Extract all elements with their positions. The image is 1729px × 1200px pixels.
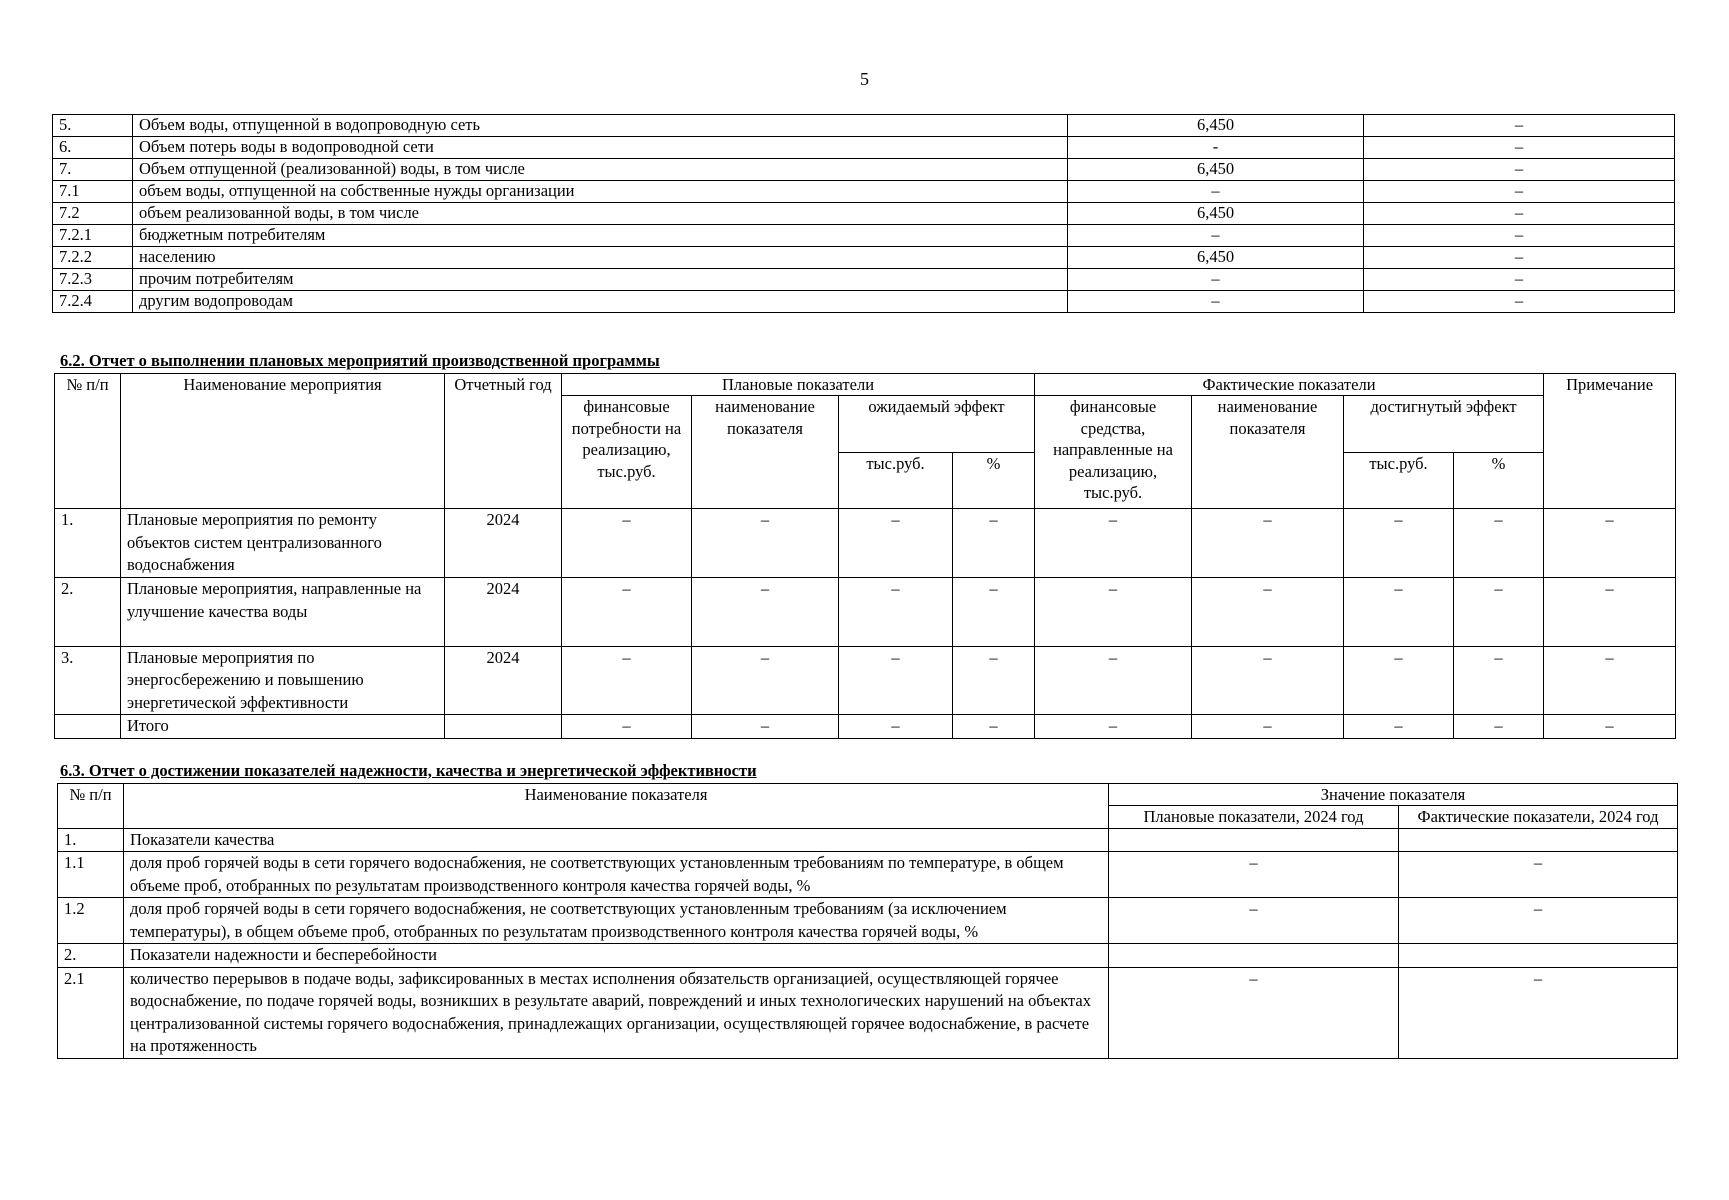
row-value-planned: – — [1109, 852, 1399, 898]
row-value-planned: – — [1068, 225, 1364, 247]
row-indicator-name: Показатели надежности и бесперебойности — [124, 944, 1109, 968]
row-name: Объем потерь воды в водопроводной сети — [133, 137, 1068, 159]
row-indicator-name: количество перерывов в подаче воды, зафиксированных в местах исполнения обязательств организацией, осуществляющей горячее водоснабжение, по подаче горячей воды, возникших в результате аварий, повреждений и иных технологических нарушений на объектах централизованной системы горячего водоснабжения, принадлежащих организации, осуществляющей горячее водоснабжение, в расчете на протяженность — [124, 967, 1109, 1058]
row-value: – — [1035, 509, 1192, 578]
header-num: № п/п — [58, 784, 124, 829]
row-value: – — [1544, 509, 1676, 578]
row-year: 2024 — [445, 509, 562, 578]
total-row — [55, 715, 1676, 739]
table-row — [58, 967, 1678, 1058]
row-value: – — [953, 578, 1035, 647]
table-row — [53, 181, 1675, 203]
row-value: – — [1035, 646, 1192, 715]
row-number: 2.1 — [58, 967, 124, 1058]
row-value-actual: – — [1399, 898, 1678, 944]
row-value: – — [953, 646, 1035, 715]
table-row — [53, 225, 1675, 247]
table-row — [53, 269, 1675, 291]
section-6-3-title: 6.3. Отчет о достижении показателей надежности, качества и энергетической эффективности — [60, 761, 757, 780]
header-thousand-rub-fact: тыс.руб. — [1344, 452, 1454, 509]
row-number: 7.2.3 — [53, 269, 133, 291]
row-value-planned: – — [1109, 898, 1399, 944]
header-fin-funds: финансовые средства, направленные на реализацию, тыс.руб. — [1035, 396, 1192, 509]
row-value: – — [562, 509, 692, 578]
header-indicator-value: Значение показателя — [1109, 784, 1678, 806]
row-value-planned: 6,450 — [1068, 203, 1364, 225]
table-row — [58, 944, 1678, 968]
row-value: – — [692, 578, 839, 647]
table-row — [53, 247, 1675, 269]
table-row — [53, 137, 1675, 159]
planned-activities-table — [54, 373, 1676, 739]
row-value: – — [1344, 578, 1454, 647]
row-name: объем воды, отпущенной на собственные нужды организации — [133, 181, 1068, 203]
row-year: 2024 — [445, 578, 562, 647]
section-6-2-title: 6.2. Отчет о выполнении плановых мероприятий производственной программы — [60, 351, 660, 370]
row-value-planned — [1109, 828, 1399, 852]
row-value-planned: – — [1068, 181, 1364, 203]
header-planned: Плановые показатели, 2024 год — [1109, 806, 1399, 828]
row-name: прочим потребителям — [133, 269, 1068, 291]
table-row — [53, 115, 1675, 137]
total-label: Итого — [121, 715, 445, 739]
row-value: – — [1344, 509, 1454, 578]
table-row — [58, 852, 1678, 898]
header-indicator-name-plan: наименование показателя — [692, 396, 839, 509]
header-indicator-name-fact: наименование показателя — [1192, 396, 1344, 509]
row-number: 7.2.1 — [53, 225, 133, 247]
table-row — [55, 509, 1676, 578]
header-actual: Фактические показатели, 2024 год — [1399, 806, 1678, 828]
row-value: – — [953, 509, 1035, 578]
row-value: – — [1035, 578, 1192, 647]
row-number: 1. — [58, 828, 124, 852]
empty-cell — [445, 715, 562, 739]
row-value: – — [839, 646, 953, 715]
total-value: – — [1454, 715, 1544, 739]
header-indicator-name: Наименование показателя — [124, 784, 1109, 829]
row-name: другим водопроводам — [133, 291, 1068, 313]
row-name: бюджетным потребителям — [133, 225, 1068, 247]
row-activity-name: Плановые мероприятия, направленные на улучшение качества воды — [121, 578, 445, 647]
row-number: 2. — [58, 944, 124, 968]
row-number: 7.2.2 — [53, 247, 133, 269]
header-percent-plan: % — [953, 452, 1035, 509]
row-value-planned: 6,450 — [1068, 159, 1364, 181]
row-value-planned: 6,450 — [1068, 247, 1364, 269]
header-expected-effect: ожидаемый эффект — [839, 396, 1035, 453]
header-actual: Фактические показатели — [1035, 374, 1544, 396]
row-number: 1. — [55, 509, 121, 578]
row-indicator-name: доля проб горячей воды в сети горячего водоснабжения, не соответствующих установленным требованиям (за исключением температуры), в общем объеме проб, отобранных по результатам производственного контроля качества горячей воды, % — [124, 898, 1109, 944]
row-value-actual: – — [1364, 159, 1675, 181]
header-percent-fact: % — [1454, 452, 1544, 509]
row-value: – — [1454, 646, 1544, 715]
row-value-actual — [1399, 828, 1678, 852]
table-row — [53, 159, 1675, 181]
header-achieved-effect: достигнутый эффект — [1344, 396, 1544, 453]
row-number: 5. — [53, 115, 133, 137]
row-number: 1.2 — [58, 898, 124, 944]
table-row — [53, 203, 1675, 225]
row-value: – — [692, 509, 839, 578]
row-value: – — [562, 578, 692, 647]
total-value: – — [839, 715, 953, 739]
row-value-actual: – — [1364, 181, 1675, 203]
total-value: – — [1544, 715, 1676, 739]
row-value: – — [839, 509, 953, 578]
header-fin-needs: финансовые потребности на реализацию, тыс.руб. — [562, 396, 692, 509]
header-thousand-rub-plan: тыс.руб. — [839, 452, 953, 509]
table-row — [58, 898, 1678, 944]
row-value-actual: – — [1364, 269, 1675, 291]
row-value: – — [839, 578, 953, 647]
total-value: – — [953, 715, 1035, 739]
row-value: – — [562, 646, 692, 715]
header-planned: Плановые показатели — [562, 374, 1035, 396]
row-value-actual: – — [1364, 247, 1675, 269]
row-name: населению — [133, 247, 1068, 269]
row-value-actual: – — [1364, 137, 1675, 159]
row-value: – — [1454, 509, 1544, 578]
row-value-planned: - — [1068, 137, 1364, 159]
row-number: 7. — [53, 159, 133, 181]
row-value-planned: – — [1068, 291, 1364, 313]
row-value-planned — [1109, 944, 1399, 968]
total-value: – — [1192, 715, 1344, 739]
row-number: 7.2.4 — [53, 291, 133, 313]
water-volume-table — [52, 114, 1675, 313]
indicators-table — [57, 783, 1678, 1059]
empty-cell — [55, 715, 121, 739]
row-indicator-name: Показатели качества — [124, 828, 1109, 852]
row-number: 6. — [53, 137, 133, 159]
row-indicator-name: доля проб горячей воды в сети горячего водоснабжения, не соответствующих установленным требованиям по температуре, в общем объеме проб, отобранных по результатам производственного контроля качества горячей воды, % — [124, 852, 1109, 898]
row-value: – — [1344, 646, 1454, 715]
header-activity-name: Наименование мероприятия — [121, 374, 445, 509]
row-value-actual: – — [1399, 967, 1678, 1058]
row-value-actual: – — [1364, 115, 1675, 137]
header-year: Отчетный год — [445, 374, 562, 509]
row-name: Объем отпущенной (реализованной) воды, в том числе — [133, 159, 1068, 181]
row-value-actual: – — [1364, 225, 1675, 247]
header-note: Примечание — [1544, 374, 1676, 509]
total-value: – — [692, 715, 839, 739]
row-activity-name: Плановые мероприятия по ремонту объектов систем централизованного водоснабжения — [121, 509, 445, 578]
row-value: – — [1192, 646, 1344, 715]
row-activity-name: Плановые мероприятия по энергосбережению и повышению энергетической эффективности — [121, 646, 445, 715]
header-num: № п/п — [55, 374, 121, 509]
row-value: – — [1544, 578, 1676, 647]
row-value-planned: 6,450 — [1068, 115, 1364, 137]
table-row — [55, 578, 1676, 647]
row-value: – — [1192, 578, 1344, 647]
row-value-actual — [1399, 944, 1678, 968]
table-row — [55, 646, 1676, 715]
row-value-actual: – — [1364, 291, 1675, 313]
row-value-actual: – — [1364, 203, 1675, 225]
row-year: 2024 — [445, 646, 562, 715]
page-number: 5 — [860, 69, 869, 89]
row-number: 1.1 — [58, 852, 124, 898]
table-row — [58, 828, 1678, 852]
row-name: объем реализованной воды, в том числе — [133, 203, 1068, 225]
row-number: 3. — [55, 646, 121, 715]
row-value: – — [1544, 646, 1676, 715]
total-value: – — [562, 715, 692, 739]
table-row — [53, 291, 1675, 313]
total-value: – — [1035, 715, 1192, 739]
row-number: 7.1 — [53, 181, 133, 203]
row-value: – — [1192, 509, 1344, 578]
row-value-planned: – — [1068, 269, 1364, 291]
row-number: 7.2 — [53, 203, 133, 225]
row-name: Объем воды, отпущенной в водопроводную сеть — [133, 115, 1068, 137]
row-value: – — [1454, 578, 1544, 647]
row-value-actual: – — [1399, 852, 1678, 898]
row-number: 2. — [55, 578, 121, 647]
row-value: – — [692, 646, 839, 715]
total-value: – — [1344, 715, 1454, 739]
row-value-planned: – — [1109, 967, 1399, 1058]
